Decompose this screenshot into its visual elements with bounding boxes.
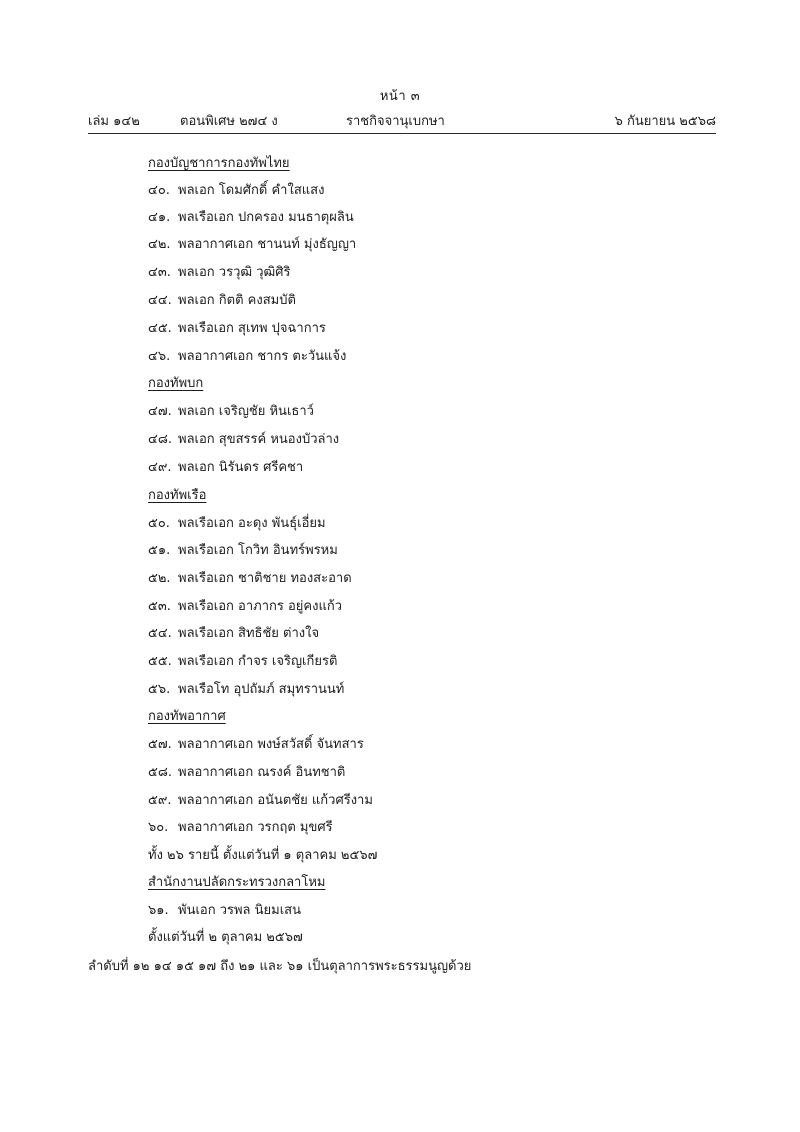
header-volume: เล่ม ๑๔๒	[88, 114, 140, 129]
item-number: ๕๙.	[148, 793, 172, 808]
list-item	[148, 761, 345, 782]
item-name: พลเอก กิตติ คงสมบัติ	[178, 293, 296, 308]
item-name: พลเอก นิรันดร ศรีคชา	[178, 460, 304, 475]
item-number: ๕๔.	[148, 626, 172, 641]
effective-date-note-26: ทั้ง ๒๖ รายนี้ ตั้งแต่วันที่ ๑ ตุลาคม ๒๕๖๗	[148, 848, 378, 863]
item-number: ๕๐.	[148, 516, 170, 531]
item-number: ๔๓.	[148, 265, 171, 280]
list-item	[148, 317, 326, 338]
item-name: พลเอก วรวุฒิ วุฒิศิริ	[178, 265, 291, 280]
item-number: ๕๕.	[148, 654, 172, 669]
list-item	[148, 595, 342, 616]
item-name: พลอากาศเอก พงษ์สวัสดิ์ จันทสาร	[178, 737, 364, 752]
item-number: ๕๓.	[148, 599, 171, 614]
item-name: พลเรือเอก กำจร เจริญเกียรติ	[178, 654, 338, 669]
item-number: ๔๘.	[148, 432, 173, 447]
section-heading-navy: กองทัพเรือ	[148, 488, 207, 503]
list-item	[148, 512, 326, 533]
header-issue: ตอนพิเศษ ๒๗๔ ง	[180, 114, 278, 129]
item-name: พลเอก โดมศักดิ์ คำใสแสง	[178, 183, 325, 198]
header-divider	[88, 133, 716, 134]
item-name: พลอากาศเอก วรกฤต มุขศรี	[178, 820, 333, 835]
section-heading-army: กองทัพบก	[148, 376, 204, 391]
item-number: ๔๐.	[148, 183, 170, 198]
list-item	[148, 622, 319, 643]
item-number: ๖๐.	[148, 820, 169, 835]
list-item	[148, 816, 333, 837]
item-number: ๔๙.	[148, 460, 172, 475]
item-name: พลเรือเอก อะดุง พันธุ์เอี่ยม	[178, 516, 326, 531]
gazette-header	[88, 110, 716, 130]
item-name: พลเรือโท อุปถัมภ์ สมุทรานนท์	[178, 682, 345, 697]
item-number: ๔๒.	[148, 237, 171, 252]
list-item	[148, 179, 324, 200]
header-gazette-title: ราชกิจจานุเบกษา	[346, 114, 445, 129]
list-item	[148, 733, 364, 754]
item-name: พันเอก วรพล นิยมเสน	[178, 903, 301, 918]
item-name: พลอากาศเอก ชากร ตะวันแจ้ง	[178, 349, 347, 364]
section-heading-defence-permanent-secretary: สำนักงานปลัดกระทรวงกลาโหม	[148, 875, 326, 890]
item-number: ๔๖.	[148, 349, 171, 364]
item-name: พลอากาศเอก อนันตชัย แก้วศรีงาม	[178, 793, 373, 808]
item-number: ๔๗.	[148, 404, 172, 419]
item-number: ๕๖.	[148, 682, 171, 697]
item-number: ๔๔.	[148, 293, 172, 308]
list-item	[148, 789, 373, 810]
item-number: ๔๕.	[148, 321, 172, 336]
list-item	[148, 678, 344, 699]
list-item	[148, 289, 296, 310]
item-name: พลเอก เจริญชัย หินเธาว์	[178, 404, 314, 419]
header-date: ๖ กันยายน ๒๕๖๘	[614, 114, 716, 129]
item-number: ๕๑.	[148, 543, 171, 558]
list-item	[148, 261, 291, 282]
item-name: พลเรือเอก สุเทพ ปุจฉาการ	[178, 321, 326, 336]
item-number: ๖๑.	[148, 903, 169, 918]
item-name: พลเอก สุขสรรค์ หนองบัวล่าง	[178, 432, 340, 447]
item-number: ๔๑.	[148, 210, 171, 225]
item-name: พลเรือเอก โกวิท อินทร์พรหม	[178, 543, 338, 558]
list-item	[148, 567, 352, 588]
item-name: พลเรือเอก ปกครอง มนธาตุผลิน	[178, 210, 354, 225]
item-number: ๕๘.	[148, 765, 173, 780]
footnote: ลำดับที่ ๑๒ ๑๔ ๑๕ ๑๗ ถึง ๒๑ และ ๖๑ เป็นตุลาการพระธรรมนูญด้วย	[88, 959, 472, 974]
item-name: พลเรือเอก ชาติชาย ทองสะอาด	[178, 571, 352, 586]
page-number: หน้า ๓	[379, 89, 421, 104]
list-item	[148, 899, 301, 920]
list-item	[148, 233, 356, 254]
list-item	[148, 345, 346, 366]
list-item	[148, 206, 354, 227]
item-name: พลเรือเอก สิทธิชัย ต่างใจ	[178, 626, 320, 641]
item-name: พลอากาศเอก ชานนท์ มุ่งธัญญา	[178, 237, 357, 252]
section-heading-armed-forces-hq: กองบัญชาการกองทัพไทย	[148, 156, 290, 171]
list-item	[148, 539, 338, 560]
item-name: พลอากาศเอก ณรงค์ อินทชาติ	[178, 765, 346, 780]
list-item	[148, 400, 314, 421]
list-item	[148, 456, 303, 477]
section-heading-air-force: กองทัพอากาศ	[148, 709, 226, 724]
effective-date-note-61: ตั้งแต่วันที่ ๒ ตุลาคม ๒๕๖๗	[148, 930, 303, 945]
item-number: ๕๒.	[148, 571, 171, 586]
list-item	[148, 650, 337, 671]
item-number: ๕๗.	[148, 737, 172, 752]
item-name: พลเรือเอก อาภากร อยู่คงแก้ว	[178, 599, 343, 614]
list-item	[148, 428, 339, 449]
